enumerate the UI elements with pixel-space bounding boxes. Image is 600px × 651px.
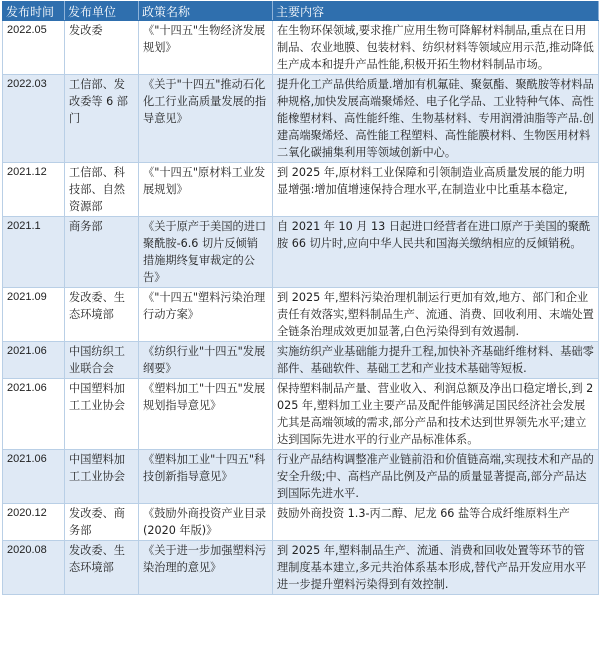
cell-date: 2022.05 — [3, 21, 65, 75]
cell-content: 到 2025 年,塑料制品生产、流通、消费和回收处置等环节的管理制度基本建立,多元共治体系基本形成,替代产品开发应用水平进一步提升塑料污染得到有效控制. — [273, 541, 599, 595]
cell-date: 2022.03 — [3, 75, 65, 163]
table-row — [3, 217, 599, 288]
header-unit: 发布单位 — [65, 2, 139, 21]
header-policy-name: 政策名称 — [139, 2, 273, 21]
cell-content: 到 2025 年,原材料工业保障和引领制造业高质量发展的能力明显增强:增加值增速保持合理水平,在制造业中比重基本稳定, — [273, 163, 599, 217]
header-content: 主要内容 — [273, 2, 599, 21]
cell-policy-name: 《纺织行业"十四五"发展纲要》 — [139, 342, 273, 379]
table-row — [3, 541, 599, 595]
cell-policy-name: 《塑料加工"十四五"发展规划指导意见》 — [139, 379, 273, 450]
cell-unit: 发改委、生态环境部 — [65, 288, 139, 342]
cell-date: 2021.09 — [3, 288, 65, 342]
cell-unit: 发改委、商务部 — [65, 504, 139, 541]
cell-date: 2021.06 — [3, 342, 65, 379]
table-row — [3, 379, 599, 450]
table-row — [3, 450, 599, 504]
cell-policy-name: 《"十四五"塑料污染治理行动方案》 — [139, 288, 273, 342]
cell-unit: 发改委、生态环境部 — [65, 541, 139, 595]
cell-content: 实施纺织产业基础能力提升工程,加快补齐基础纤维材料、基础零部件、基础软件、基础工艺和产业技术基础等短板. — [273, 342, 599, 379]
cell-policy-name: 《塑料加工业"十四五"科技创新指导意见》 — [139, 450, 273, 504]
table-row — [3, 163, 599, 217]
table-row — [3, 21, 599, 75]
cell-unit: 中国纺织工业联合会 — [65, 342, 139, 379]
cell-policy-name: 《关于原产于美国的进口聚酰胺-6.6 切片反倾销措施期终复审裁定的公告》 — [139, 217, 273, 288]
cell-content: 鼓励外商投资 1.3-丙二醇、尼龙 66 盐等合成纤维原料生产 — [273, 504, 599, 541]
table-row — [3, 75, 599, 163]
cell-content: 提升化工产品供给质量.增加有机氟硅、聚氨酯、聚酰胺等材料品种规格,加快发展高端聚烯烃、电子化学品、工业特种气体、高性能橡塑材料、高性能纤维、生物基材料、专用润滑油脂等产品.创建高端聚烯烃、高性能工程塑料、高性能膜材料、生物医用材料二氧化碳捕集利用等领域创新中心。 — [273, 75, 599, 163]
cell-date: 2021.1 — [3, 217, 65, 288]
cell-content: 到 2025 年,塑料污染治理机制运行更加有效,地方、部门和企业责任有效落实,塑料制品生产、流通、消费、回收利用、末端处置全链条治理成效更加显著,白色污染得到有效遏制. — [273, 288, 599, 342]
cell-unit: 中国塑料加工工业协会 — [65, 379, 139, 450]
cell-content: 保持塑料制品产量、营业收入、利润总额及净出口稳定增长,到 2025 年,塑料加工业主要产品及配件能够满足国民经济社会发展尤其是高端领域的需求,部分产品和技术达到世界领先水平;建立达到国际先进水平的行业产品标准体系。 — [273, 379, 599, 450]
table-row — [3, 342, 599, 379]
cell-policy-name: 《鼓励外商投资产业目录(2020 年版)》 — [139, 504, 273, 541]
cell-content: 自 2021 年 10 月 13 日起进口经营者在进口原产于美国的聚酰胺 66 切片时,应向中华人民共和国海关缴纳相应的反倾销税。 — [273, 217, 599, 288]
cell-unit: 发改委 — [65, 21, 139, 75]
cell-date: 2021.06 — [3, 450, 65, 504]
cell-unit: 工信部、科技部、自然资源部 — [65, 163, 139, 217]
cell-date: 2020.12 — [3, 504, 65, 541]
cell-unit: 商务部 — [65, 217, 139, 288]
cell-policy-name: 《关于"十四五"推动石化化工行业高质量发展的指导意见》 — [139, 75, 273, 163]
policy-table — [2, 1, 599, 595]
cell-policy-name: 《关于进一步加强塑料污染治理的意见》 — [139, 541, 273, 595]
cell-date: 2020.08 — [3, 541, 65, 595]
cell-policy-name: 《"十四五"生物经济发展规划》 — [139, 21, 273, 75]
table-row — [3, 504, 599, 541]
table-header-row — [3, 2, 599, 21]
cell-date: 2021.12 — [3, 163, 65, 217]
cell-policy-name: 《"十四五"原材料工业发展规划》 — [139, 163, 273, 217]
cell-content: 行业产品结构调整准产业链前沿和价值链高端,实现技术和产品的安全升级;中、高档产品比例及产品的质量显著提高,部分产品达到国际先进水平. — [273, 450, 599, 504]
table-row — [3, 288, 599, 342]
cell-unit: 工信部、发改委等 6 部门 — [65, 75, 139, 163]
cell-date: 2021.06 — [3, 379, 65, 450]
cell-unit: 中国塑料加工工业协会 — [65, 450, 139, 504]
header-date: 发布时间 — [3, 2, 65, 21]
cell-content: 在生物环保领域,要求推广应用生物可降解材料制品,重点在日用制品、农业地膜、包装材料、纺织材料等领域应用示范,推动降低生产成本和提升产品性能,积极开拓生物材料制品市场。 — [273, 21, 599, 75]
